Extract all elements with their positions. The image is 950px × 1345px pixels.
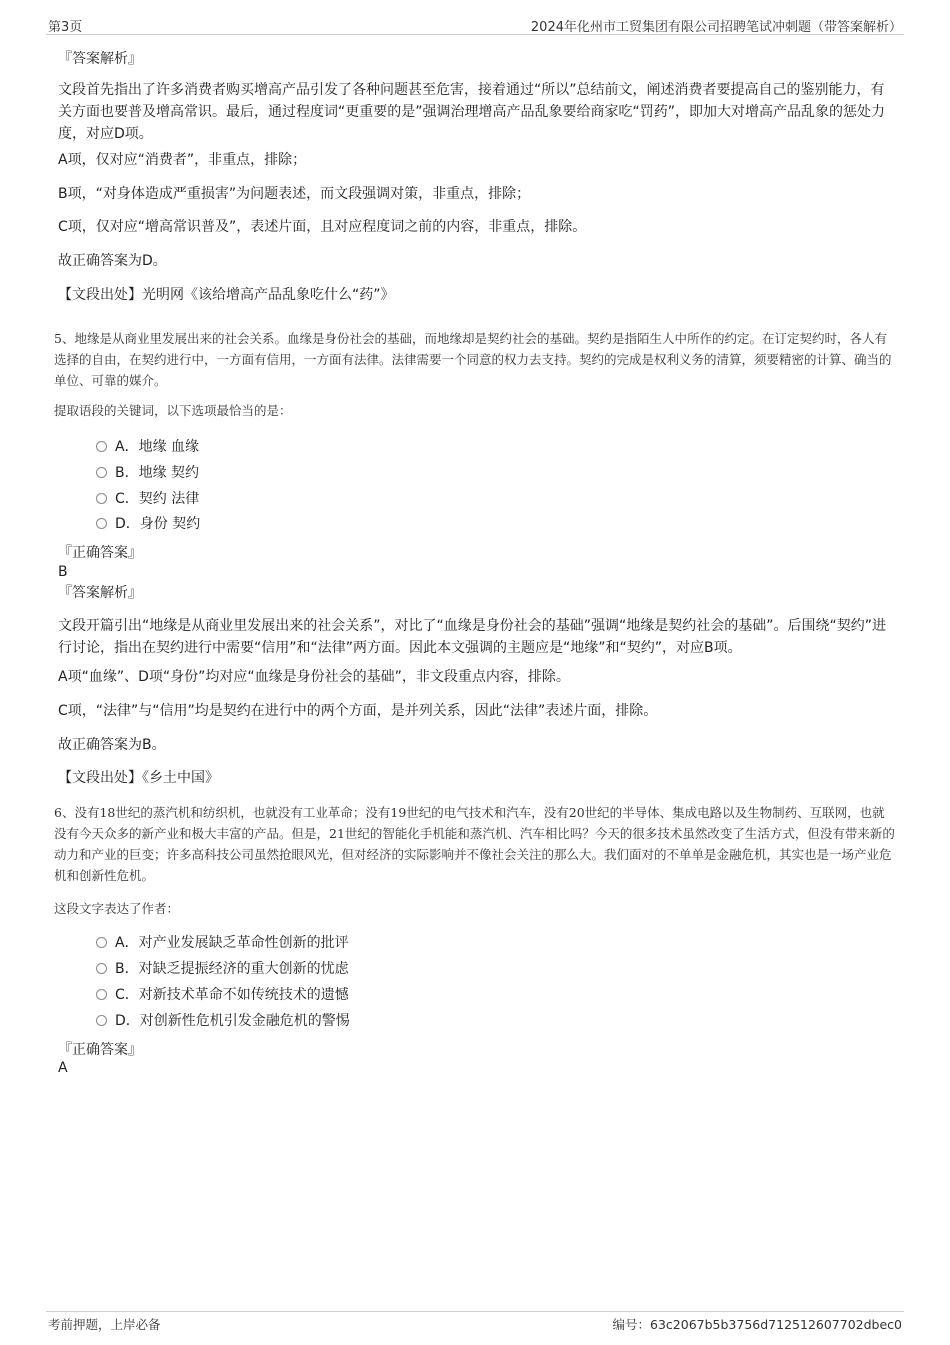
option-label: B．对缺乏提振经济的重大创新的忧虑 <box>115 961 349 977</box>
q4-analysis-option-a: A项，仅对应“消费者”，非重点，排除； <box>58 152 307 168</box>
page-number: 第3页 <box>48 20 83 35</box>
q4-analysis-label: 『答案解析』 <box>58 51 142 67</box>
option-label: D．对创新性危机引发金融危机的警惕 <box>115 1013 350 1029</box>
document-title: 2024年化州市工贸集团有限公司招聘笔试冲刺题（带答案解析） <box>530 20 902 35</box>
q4-analysis-option-b: B项，“对身体造成严重损害”为问题表述，而文段强调对策，非重点，排除； <box>58 186 531 202</box>
option-label: C．契约 法律 <box>115 491 200 507</box>
q6-option-b[interactable] <box>96 958 349 980</box>
q5-option-c[interactable] <box>96 488 199 510</box>
radio-icon[interactable] <box>96 467 107 478</box>
q6-option-d[interactable] <box>96 1010 350 1032</box>
q5-option-a[interactable] <box>96 436 199 458</box>
option-label: A．对产业发展缺乏革命性创新的批评 <box>115 935 349 951</box>
q5-prompt: 提取语段的关键词，以下选项最恰当的是： <box>54 403 292 418</box>
q6-option-a[interactable] <box>96 932 349 954</box>
radio-icon[interactable] <box>96 963 107 974</box>
radio-icon[interactable] <box>96 493 107 504</box>
radio-icon[interactable] <box>96 937 107 948</box>
radio-icon[interactable] <box>96 1015 107 1026</box>
option-label: B．地缘 契约 <box>115 465 200 481</box>
q5-source: 【文段出处】《乡土中国》 <box>58 770 219 786</box>
q6-stem: 6、没有18世纪的蒸汽机和纺织机，也就没有工业革命；没有19世纪的电气技术和汽车，没有20世纪的半导体、集成电路以及生物制药、互联网，也就没有今天众多的新产业和极大丰富的产品。但是，21世纪的智能化手机能和蒸汽机、汽车相比吗？今天的很多技术虽然改变了生活方式，但没有带来新的动力和产业的巨变；许多高科技公司虽然抢眼风光，但对经济的实际影响并不像社会关注的那么大。我们面对的不单单是金融危机，其实也是一场产业危机和创新性危机。 <box>54 805 895 883</box>
q5-answer-label: 『正确答案』 <box>58 545 142 561</box>
q4-conclusion: 故正确答案为D。 <box>58 253 167 269</box>
q5-analysis-option-ad: A项“血缘”、D项“身份”均对应“血缘是身份社会的基础”，非文段重点内容，排除。 <box>58 669 570 685</box>
q5-analysis-paragraph: 文段开篇引出“地缘是从商业里发展出来的社会关系”，对比了“血缘是身份社会的基础”强调“地缘是契约社会的基础”。后围绕“契约”进行讨论，指出在契约进行中需要“信用”和“法律”两方面。因此本文强调的主题应是“地缘”和“契约”，对应B项。 <box>58 618 887 656</box>
q6-prompt: 这段文字表达了作者： <box>54 901 180 916</box>
q4-analysis-option-c: C项，仅对应“增高常识普及”，表述片面，且对应程度词之前的内容，非重点，排除。 <box>58 219 587 235</box>
q5-answer: B <box>58 564 68 580</box>
page-footer <box>46 1311 904 1338</box>
q4-source: 【文段出处】光明网《该给增高产品乱象吃什么“药”》 <box>58 287 395 303</box>
q5-analysis-label: 『答案解析』 <box>58 585 142 601</box>
radio-icon[interactable] <box>96 518 107 529</box>
q5-option-d[interactable] <box>96 513 200 535</box>
page-header <box>46 14 904 35</box>
document-id: 编号：63c2067b5b3756d712512607702dbec0 <box>612 1317 902 1332</box>
option-label: C．对新技术革命不如传统技术的遗憾 <box>115 987 349 1003</box>
q5-stem: 5、地缘是从商业里发展出来的社会关系。血缘是身份社会的基础，而地缘却是契约社会的基础。契约是指陌生人中所作的约定。在订定契约时，各人有选择的自由，在契约进行中，一方面有信用，一方面有法律。法律需要一个同意的权力去支持。契约的完成是权利义务的清算，须要精密的计算、确当的单位、可靠的媒介。 <box>54 331 892 388</box>
q6-option-c[interactable] <box>96 984 349 1006</box>
option-label: D．身份 契约 <box>115 516 201 532</box>
q5-option-b[interactable] <box>96 462 199 484</box>
option-label: A．地缘 血缘 <box>115 439 200 455</box>
q5-conclusion: 故正确答案为B。 <box>58 737 166 753</box>
q6-answer: A <box>58 1060 68 1076</box>
q5-analysis-option-c: C项，“法律”与“信用”均是契约在进行中的两个方面，是并列关系，因此“法律”表述片面，排除。 <box>58 703 658 719</box>
footer-slogan: 考前押题，上岸必备 <box>48 1317 161 1332</box>
q6-answer-label: 『正确答案』 <box>58 1042 142 1058</box>
radio-icon[interactable] <box>96 989 107 1000</box>
radio-icon[interactable] <box>96 441 107 452</box>
q4-analysis-paragraph: 文段首先指出了许多消费者购买增高产品引发了各种问题甚至危害，接着通过“所以”总结前文，阐述消费者要提高自己的鉴别能力，有关方面也要普及增高常识。最后，通过程度词“更重要的是”强调治理增高产品乱象要给商家吃“罚药”，即加大对增高产品乱象的惩处力度，对应D项。 <box>58 82 886 142</box>
